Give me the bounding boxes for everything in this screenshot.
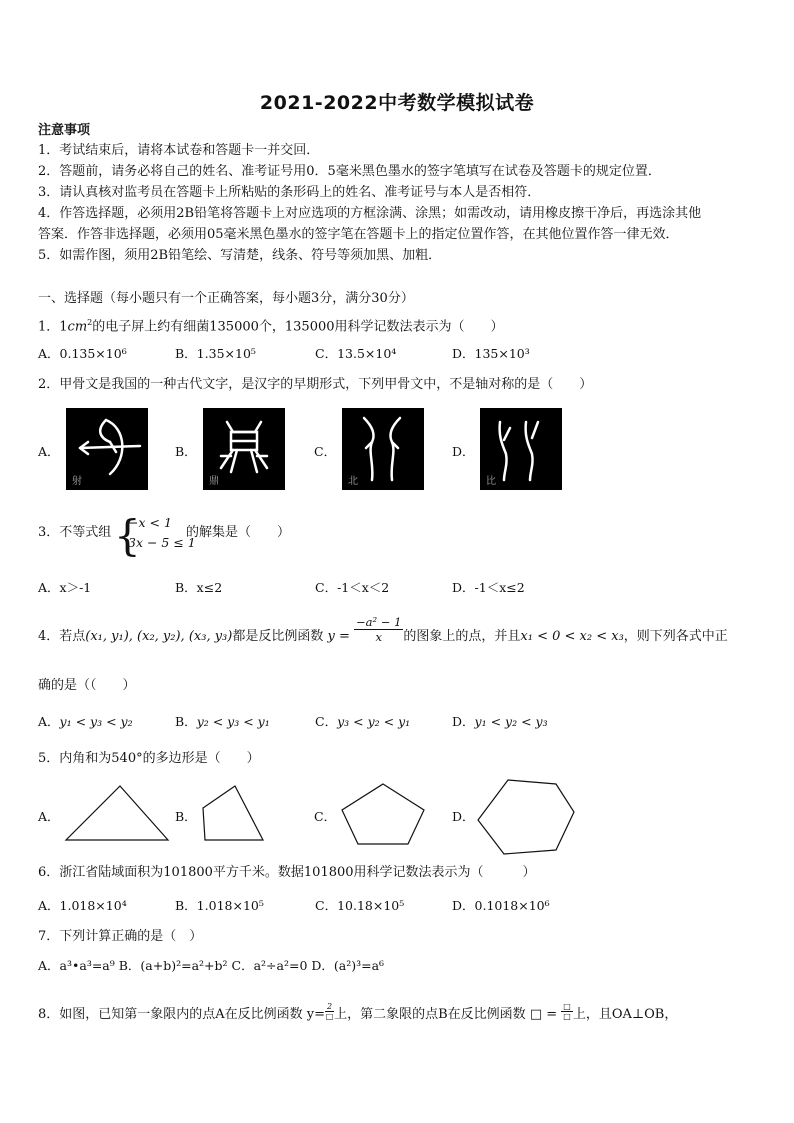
- q8-frac-den: □: [325, 1012, 334, 1021]
- q4-option-d-expr: y₁ < y₂ < y₃: [474, 714, 548, 729]
- q3-post: 的解集是（ ）: [186, 525, 291, 540]
- q4-option-c[interactable]: [315, 712, 410, 730]
- q6-option-b[interactable]: B．1.018×10⁵: [175, 898, 264, 913]
- q5-label-b: B．: [175, 809, 197, 824]
- q3-option-a[interactable]: A．x＞-1: [38, 580, 92, 595]
- q2-label-b: B．: [175, 444, 197, 459]
- q2-label-c: C．: [314, 444, 337, 459]
- q4-option-b-expr: y₂ < y₃ < y₁: [196, 714, 270, 729]
- q6-option-a[interactable]: A．1.018×10⁴: [38, 898, 127, 913]
- q3-option-d[interactable]: D．-1＜x≤2: [452, 580, 525, 595]
- q5-option-b[interactable]: [175, 782, 305, 852]
- q4-option-a-label: A．: [38, 714, 60, 729]
- q5-option-d[interactable]: [452, 776, 602, 856]
- q4-option-c-expr: y₃ < y₂ < y₁: [337, 714, 411, 729]
- notice-item: 4．作答选择题，必须用2B铅笔将答题卡上对应选项的方框涂满、涂黑；如需改动，请用橡皮擦干净后，再选涂其他: [38, 206, 702, 221]
- oracle-glyph-bei-icon: [342, 408, 424, 490]
- q8-frac2-num: □: [563, 1002, 571, 1011]
- q3-pre: 3．不等式组: [38, 525, 112, 540]
- question-8: [38, 1002, 678, 1023]
- q6-option-d[interactable]: D．0.1018×10⁶: [452, 898, 550, 913]
- q1-pre: 1．1: [38, 319, 68, 335]
- q2-caption-d: 比: [486, 476, 496, 487]
- q3-option-b[interactable]: B．x≤2: [175, 580, 223, 595]
- q5-label-c: C．: [314, 809, 337, 824]
- q2-caption-a: 射: [72, 476, 82, 487]
- q1-option-a[interactable]: A．0.135×10⁶: [38, 346, 127, 361]
- notice-item: 3．请认真核对监考员在答题卡上所粘贴的条形码上的姓名、准考证号与本人是否相符．: [38, 185, 541, 200]
- q1-unit: cm: [67, 319, 88, 335]
- q5-option-c[interactable]: [314, 780, 444, 850]
- q1-option-d[interactable]: D．135×10³: [452, 346, 530, 361]
- q2-label-a: A．: [38, 444, 60, 459]
- triangle-icon: [62, 782, 174, 844]
- q4-option-b[interactable]: [175, 712, 270, 730]
- notice-item: 答案．作答非选择题，必须用05毫米黑色墨水的签字笔在答题卡上的指定位置作答，在其他位置作答一律无效．: [38, 227, 679, 242]
- q5-label-d: D．: [452, 809, 475, 824]
- q4-option-d-label: D．: [452, 714, 475, 729]
- q8-pre: 8．如图，已知第一象限内的点A在反比例函数 y=: [38, 1007, 326, 1022]
- notice-item: 1．考试结束后，请将本试卷和答题卡一并交回．: [38, 143, 320, 158]
- q8-frac2-lhs: □ =: [529, 1007, 558, 1022]
- q4-mid2: 的图象上的点，并且: [403, 629, 521, 644]
- q4-option-d[interactable]: [452, 712, 548, 730]
- q4-fn-num: −a² − 1: [356, 615, 402, 629]
- notice-item: 5．如需作图，须用2B铅笔绘、写清楚，线条、符号等须加黑、加粗．: [38, 248, 442, 263]
- question-7: 7．下列计算正确的是（ ）: [38, 929, 203, 944]
- question-5: 5．内角和为540°的多边形是（ ）: [38, 751, 260, 766]
- oracle-glyph-she-icon: [66, 408, 148, 490]
- q4-option-a-expr: y₁ < y₃ < y₂: [59, 714, 133, 729]
- q4-points: (x₁, y₁), (x₂, y₂), (x₃, y₃): [85, 629, 233, 644]
- q4-mid: 都是反比例函数: [232, 629, 324, 644]
- q4-post: ，则下列各式中正: [623, 629, 728, 644]
- q8-post: 上，且OA⊥OB，: [572, 1007, 678, 1022]
- q4-option-b-label: B．: [175, 714, 197, 729]
- q5-option-a[interactable]: [38, 782, 168, 852]
- q4-fn-lhs: y =: [327, 629, 350, 644]
- q1-option-b[interactable]: B．1.35×10⁵: [175, 346, 256, 361]
- question-4: [38, 615, 728, 645]
- q4-pre: 4．若点: [38, 629, 86, 644]
- q8-fraction-1: [325, 1002, 334, 1021]
- oracle-glyph-bi-icon: [480, 408, 562, 490]
- hexagon-icon: [474, 776, 578, 858]
- oracle-glyph-ding-icon: [203, 408, 285, 490]
- q5-label-a: A．: [38, 809, 60, 824]
- q4-option-c-label: C．: [315, 714, 338, 729]
- question-6: 6．浙江省陆域面积为101800平方千米。数据101800用科学记数法表示为（ ）: [38, 865, 536, 880]
- pentagon-icon: [338, 780, 428, 848]
- q3-brace: {: [114, 511, 141, 560]
- section-heading: 一、选择题（每小题只有一个正确答案，每小题3分，满分30分）: [38, 291, 414, 306]
- q8-frac-num: 2: [327, 1002, 333, 1011]
- q1-sup: 2: [87, 318, 93, 327]
- q4-fn-den: x: [375, 630, 382, 644]
- q8-frac2-den: □: [563, 1012, 571, 1021]
- q7-options[interactable]: A．a³•a³=a⁹ B．(a+b)²=a²+b² C．a²÷a²=0 D．(a²)³=a⁶: [38, 958, 385, 973]
- q8-mid: 上，第二象限的点B在反比例函数: [334, 1007, 526, 1022]
- q4-cond: x₁ < 0 < x₂ < x₃: [520, 629, 624, 644]
- q1-post: 的电子屏上约有细菌135000个，135000用科学记数法表示为（ ）: [92, 319, 504, 335]
- q4-continuation: 确的是（（ ）: [38, 678, 136, 693]
- q4-fraction: [354, 615, 403, 644]
- q1-option-c[interactable]: C．13.5×10⁴: [315, 346, 397, 361]
- q3-option-c[interactable]: C．-1＜x＜2: [315, 580, 390, 595]
- notice-item: 2．答题前，请务必将自己的姓名、准考证号用0．5毫米黑色墨水的签字笔填写在试卷及答题卡的规定位置．: [38, 164, 661, 179]
- q2-caption-b: 鼎: [209, 476, 219, 487]
- quadrilateral-icon: [197, 782, 269, 844]
- q2-label-d: D．: [452, 444, 475, 459]
- q6-option-c[interactable]: C．10.18×10⁵: [315, 898, 405, 913]
- exam-title: 2021-2022中考数学模拟试卷: [259, 92, 535, 114]
- question-1: [38, 314, 504, 335]
- question-2: 2．甲骨文是我国的一种古代文字，是汉字的早期形式，下列甲骨文中，不是轴对称的是（ ）: [38, 377, 593, 392]
- q3-ineq-2: 3x − 5 ≤ 1: [128, 535, 196, 550]
- question-3: [38, 511, 291, 564]
- notice-heading: 注意事项: [38, 123, 91, 138]
- q2-caption-c: 北: [348, 476, 358, 487]
- q3-ineq-1: −x < 1: [128, 515, 172, 530]
- q4-option-a[interactable]: [38, 712, 133, 730]
- q8-fraction-2: [561, 1002, 573, 1021]
